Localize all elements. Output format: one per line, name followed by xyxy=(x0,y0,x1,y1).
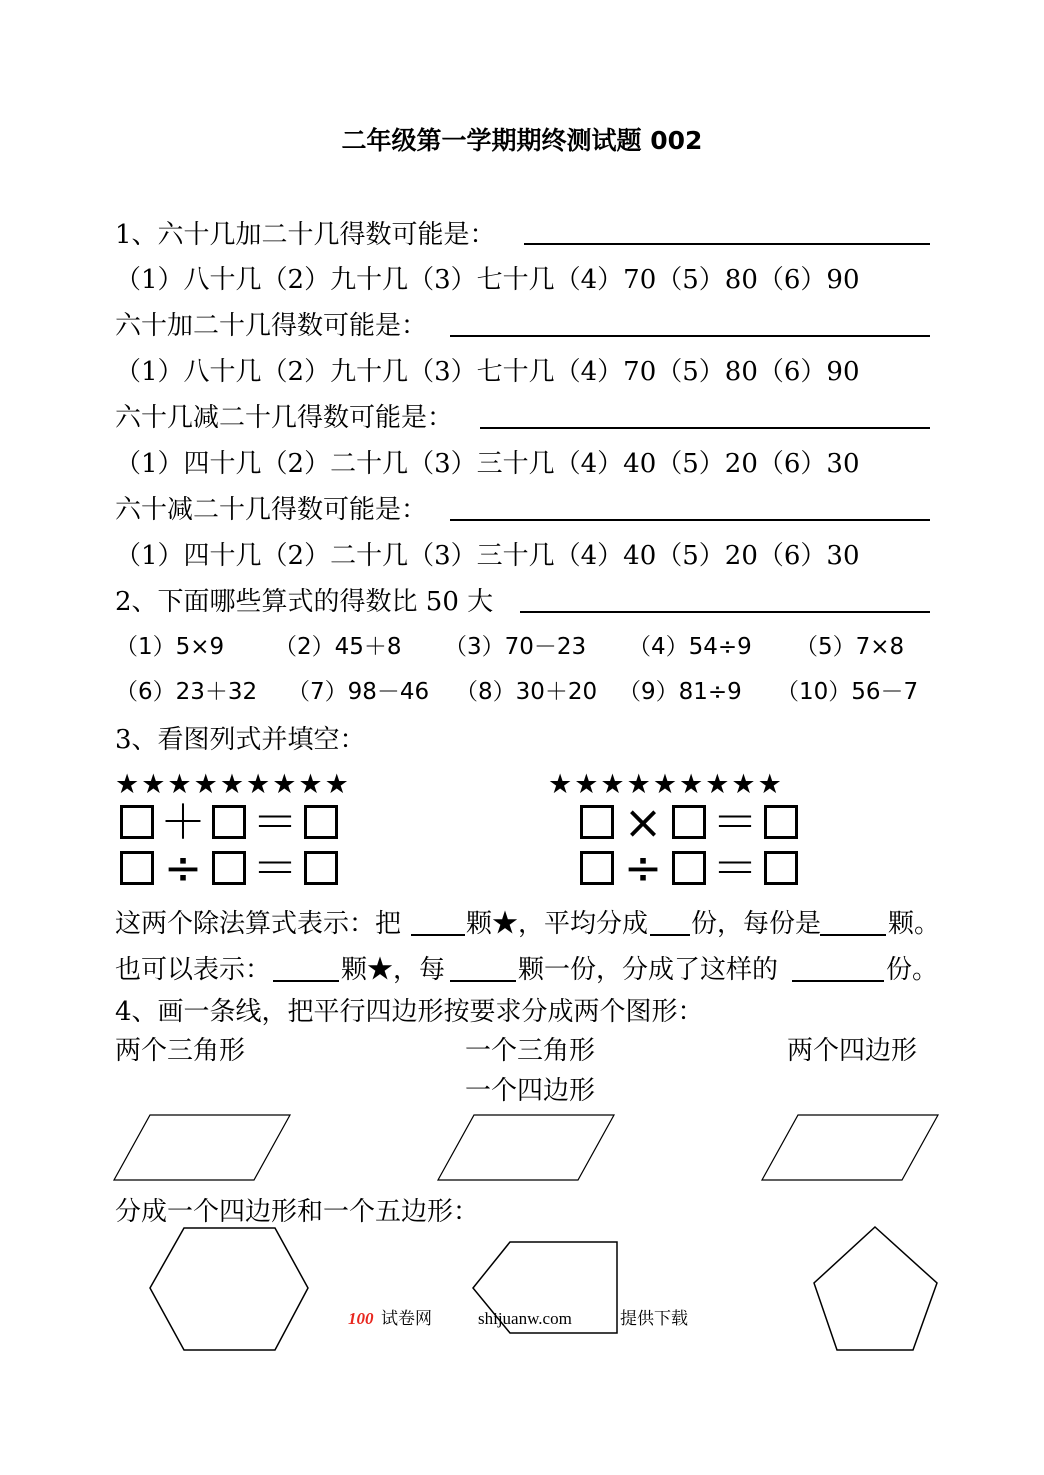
division-equation-right xyxy=(580,841,798,895)
answer-box[interactable] xyxy=(672,851,706,885)
q3-fill2-part3: 颗一份，分成了这样的 xyxy=(518,955,779,985)
divide-sign: ÷ xyxy=(623,841,663,895)
answer-box[interactable] xyxy=(764,851,798,885)
answer-blank[interactable] xyxy=(450,519,930,521)
plus-sign: ＋ xyxy=(160,795,206,849)
q1-options-3: （1）四十几（2）二十几（3）三十几（4）40（5）20（6）30 xyxy=(115,449,860,479)
q3-fill1-part2: 颗★，平均分成 xyxy=(466,909,649,939)
q2-item: （1）5×9 xyxy=(115,634,225,660)
answer-box[interactable] xyxy=(120,805,154,839)
addition-equation xyxy=(120,795,338,849)
q1-prompt-1: 1、六十几加二十几得数可能是： xyxy=(115,220,496,250)
footer-url[interactable]: shijuanw.com xyxy=(478,1309,572,1328)
q4-label-two-triangles: 两个三角形 xyxy=(115,1036,246,1066)
footer-site-name: 试卷网 xyxy=(381,1309,432,1328)
q1-options-2: （1）八十几（2）九十几（3）七十几（4）70（5）80（6）90 xyxy=(115,357,860,387)
q2-item: （6）23＋32 xyxy=(115,679,258,705)
q2-item: （3）70－23 xyxy=(444,634,587,660)
answer-blank[interactable] xyxy=(450,980,516,982)
answer-box[interactable] xyxy=(120,851,154,885)
q1-options-4: （1）四十几（2）二十几（3）三十几（4）40（5）20（6）30 xyxy=(115,541,860,571)
q2-item: （9）81÷9 xyxy=(618,679,742,705)
multiplication-equation xyxy=(580,795,798,849)
parallelogram-1[interactable] xyxy=(110,1110,300,1185)
q4-label-triangle: 一个三角形 xyxy=(465,1036,596,1066)
parallelogram-2[interactable] xyxy=(434,1110,624,1185)
q2-prompt: 2、下面哪些算式的得数比 50 大 xyxy=(115,587,494,617)
pentagon-regular[interactable] xyxy=(810,1223,945,1358)
equals-sign: ＝ xyxy=(252,795,298,849)
times-sign: × xyxy=(623,795,663,849)
equals-sign: ＝ xyxy=(252,841,298,895)
q4-label-quadrilateral: 一个四边形 xyxy=(465,1076,596,1106)
q4-prompt-2: 分成一个四边形和一个五边形： xyxy=(115,1197,480,1227)
answer-blank[interactable] xyxy=(450,335,930,337)
q2-item: （5）7×8 xyxy=(795,634,905,660)
answer-box[interactable] xyxy=(304,851,338,885)
answer-box[interactable] xyxy=(672,805,706,839)
q3-prompt: 3、看图列式并填空： xyxy=(115,725,366,755)
divide-sign: ÷ xyxy=(163,841,203,895)
answer-blank[interactable] xyxy=(273,980,339,982)
answer-blank[interactable] xyxy=(524,243,930,245)
q3-fill2-part4: 份。 xyxy=(886,955,939,985)
answer-blank[interactable] xyxy=(650,934,690,936)
q3-fill1-part3: 份，每份是 xyxy=(691,909,822,939)
q1-options-1: （1）八十几（2）九十几（3）七十几（4）70（5）80（6）90 xyxy=(115,265,860,295)
parallelogram-3[interactable] xyxy=(758,1110,948,1185)
q3-fill2-part1: 也可以表示： xyxy=(115,955,272,985)
q2-item: （10）56－7 xyxy=(776,679,919,705)
q3-fill1-part1: 这两个除法算式表示：把 xyxy=(115,909,402,939)
answer-box[interactable] xyxy=(764,805,798,839)
q2-item: （4）54÷9 xyxy=(628,634,752,660)
q4-prompt: 4、画一条线，把平行四边形按要求分成两个图形： xyxy=(115,997,704,1027)
q2-item: （8）30＋20 xyxy=(455,679,598,705)
site-logo: 100 xyxy=(348,1309,374,1328)
answer-blank[interactable] xyxy=(820,934,886,936)
answer-blank[interactable] xyxy=(480,427,930,429)
answer-box[interactable] xyxy=(212,851,246,885)
answer-box[interactable] xyxy=(580,805,614,839)
division-equation-left xyxy=(120,841,338,895)
q1-prompt-2: 六十加二十几得数可能是： xyxy=(115,311,428,341)
answer-box[interactable] xyxy=(580,851,614,885)
q4-label-two-quadrilaterals: 两个四边形 xyxy=(787,1036,918,1066)
q2-item: （7）98－46 xyxy=(287,679,430,705)
answer-blank[interactable] xyxy=(411,934,465,936)
page-title: 二年级第一学期期终测试题 002 xyxy=(341,126,703,155)
stars-row-left: ★★★★★★★★★ xyxy=(115,769,351,800)
answer-box[interactable] xyxy=(304,805,338,839)
answer-blank[interactable] xyxy=(520,611,930,613)
q3-fill2-part2: 颗★，每 xyxy=(341,955,446,985)
q1-prompt-4: 六十减二十几得数可能是： xyxy=(115,495,428,525)
q3-fill1-part4: 颗。 xyxy=(888,909,941,939)
equals-sign: ＝ xyxy=(712,795,758,849)
q2-item: （2）45＋8 xyxy=(274,634,402,660)
hexagon[interactable] xyxy=(145,1224,315,1359)
footer-note: 提供下载 xyxy=(620,1309,688,1328)
stars-row-right: ★★★★★★★★★ xyxy=(548,769,784,800)
equals-sign: ＝ xyxy=(712,841,758,895)
answer-box[interactable] xyxy=(212,805,246,839)
answer-blank[interactable] xyxy=(792,980,884,982)
q1-prompt-3: 六十几减二十几得数可能是： xyxy=(115,403,454,433)
